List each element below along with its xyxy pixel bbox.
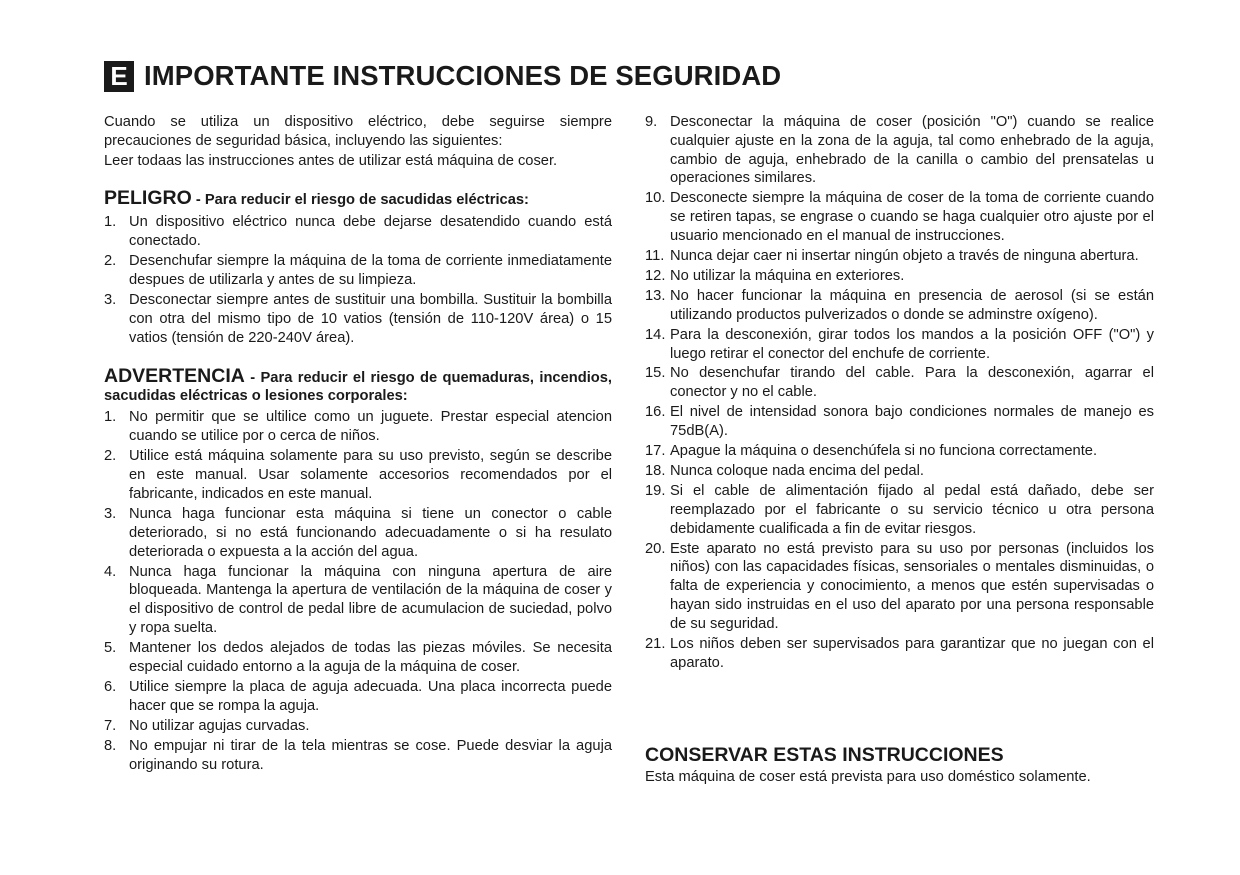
item-number: 15. — [645, 365, 666, 382]
advertencia-list — [104, 408, 612, 775]
intro — [104, 113, 612, 170]
list-item — [104, 213, 612, 251]
list-item — [104, 252, 612, 290]
language-badge: E — [104, 61, 134, 92]
item-number: 4. — [104, 563, 117, 580]
item-text: Mantener los dedos alejados de todas las piezas móviles. Se necesita especial cuidado entorno a la aguja de la máquina de coser. — [129, 640, 612, 676]
item-number: 14. — [645, 326, 666, 343]
item-text: El nivel de intensidad sonora bajo condiciones normales de manejo es 75dB(A). — [670, 404, 1154, 440]
item-text: Este aparato no está previsto para su uso por personas (incluidos los niños) con las capacidades físicas, sensoriales o mentales disminuidas, o falta de experiencia y conocimiento, a menos que estén supervisadas o hayan sido instruidas en el uso del aparato por una persona responsable de su seguridad. — [670, 540, 1154, 632]
item-number: 19. — [645, 483, 666, 500]
advertencia-subtitle: - Para reducir el riesgo de quemaduras, incendios, sacudidas eléctricas o lesiones corporales: — [104, 369, 612, 405]
item-text: Desconecte siempre la máquina de coser de la toma de corriente cuando se retiren tapas, se engrase o cuando se haga cualquier otro ajuste por el usuario mencionado en el manual de instrucciones. — [670, 190, 1154, 244]
item-text: Nunca coloque nada encima del pedal. — [670, 463, 924, 480]
item-text: Un dispositivo eléctrico nunca debe dejarse desatendido cuando está conectado. — [129, 214, 612, 249]
list-item — [104, 408, 612, 446]
item-number: 9. — [645, 114, 658, 130]
list-item — [645, 635, 1154, 673]
item-number: 20. — [645, 540, 666, 557]
item-text: Utilice siempre la placa de aguja adecuada. Una placa incorrecta puede hacer que se rompa la aguja. — [129, 679, 612, 715]
item-number: 12. — [645, 267, 666, 284]
item-text: No utilizar la máquina en exteriores. — [670, 267, 905, 284]
list-item — [104, 447, 612, 503]
list-item — [645, 267, 1154, 286]
list-item — [104, 678, 612, 716]
list-item — [104, 563, 612, 638]
item-text: Desconectar siempre antes de sustituir una bombilla. Sustituir la bombilla con otra del mismo tipo de 10 vatios (tensión de 110-120V área) o 15 vatios (tensión de 220-240V área). — [129, 292, 612, 346]
list-item — [104, 291, 612, 347]
list-item — [645, 189, 1154, 245]
list-item — [645, 247, 1154, 266]
item-text: Apague la máquina o desenchúfela si no funciona correctamente. — [670, 443, 1098, 460]
item-number: 8. — [104, 738, 117, 755]
item-text: Desenchufar siempre la máquina de la toma de corriente inmediatamente despues de utilizarla y antes de su limpieza. — [129, 253, 612, 288]
item-text: Nunca haga funcionar esta máquina si tiene un conector o cable deteriorado, si no está funcionando adecuadamente o si ha resulato deteriorada o expuesta a la acción del agua. — [129, 505, 612, 560]
advertencia-title: ADVERTENCIA — [104, 364, 245, 387]
item-number: 6. — [104, 679, 117, 696]
list-item — [645, 482, 1154, 538]
conservar-text: Esta máquina de coser está prevista para uso doméstico solamente. — [645, 769, 1091, 785]
item-text: No desenchufar tirando del cable. Para la desconexión, agarrar el conector y no el cable. — [670, 365, 1154, 401]
item-text: No hacer funcionar la máquina en presencia de aerosol (si se están utilizando productos pulverizados o donde se adminstre oxígeno). — [670, 287, 1154, 323]
intro-paragraph-2: Leer todaas las instrucciones antes de utilizar está máquina de coser. — [104, 152, 558, 169]
list-item — [645, 287, 1154, 325]
item-text: No utilizar agujas curvadas. — [129, 718, 310, 735]
item-number: 1. — [104, 214, 117, 231]
peligro-subtitle: - Para reducir el riesgo de sacudidas eléctricas: — [191, 192, 529, 209]
item-number: 21. — [645, 635, 666, 652]
intro-paragraph: Cuando se utiliza un dispositivo eléctrico, debe seguirse siempre precauciones de seguridad básica, incluyendo las siguientes: — [104, 114, 612, 149]
item-text: Si el cable de alimentación fijado al pedal está dañado, debe ser reemplazado por el fabricante o su servicio técnico u otra persona debidamente cualificada a fin de evitar riesgos. — [670, 483, 1154, 537]
item-number: 10. — [645, 190, 666, 207]
list-item — [645, 540, 1154, 634]
list-item — [104, 717, 612, 736]
item-number: 1. — [104, 409, 117, 426]
item-number: 3. — [104, 505, 117, 522]
item-number: 16. — [645, 404, 666, 421]
item-text: Utilice está máquina solamente para su uso previsto, según se describe en este manual. Usar solamente accesorios recomendados por el fabricante, indicados en este manual. — [129, 448, 612, 502]
item-number: 5. — [104, 640, 117, 657]
item-number: 17. — [645, 443, 666, 460]
conservar-heading: CONSERVAR ESTAS INSTRUCCIONES — [645, 744, 1004, 766]
list-item — [645, 113, 1154, 188]
item-number: 2. — [104, 448, 117, 465]
advertencia-heading — [104, 364, 612, 407]
item-text: Para la desconexión, girar todos los mandos a la posición OFF ("O") y luego retirar el conector del enchufe de corriente. — [670, 326, 1154, 362]
peligro-heading — [104, 189, 612, 210]
list-item — [645, 326, 1154, 364]
list-item — [645, 403, 1154, 441]
item-number: 13. — [645, 287, 666, 304]
left-column — [104, 113, 612, 776]
list-item — [104, 737, 612, 775]
list-item — [104, 639, 612, 677]
advertencia-list-continued — [645, 113, 1154, 672]
item-text: Los niños deben ser supervisados para garantizar que no juegan con el aparato. — [670, 635, 1154, 671]
list-item — [645, 462, 1154, 481]
item-text: No empujar ni tirar de la tela mientras se cose. Puede desviar la aguja originando su rotura. — [129, 738, 612, 774]
item-number: 2. — [104, 253, 117, 270]
right-column — [645, 113, 1154, 674]
list-item — [104, 505, 612, 561]
item-number: 11. — [645, 247, 665, 264]
list-item — [645, 364, 1154, 402]
page-title — [104, 58, 781, 94]
item-number: 3. — [104, 292, 117, 309]
peligro-list — [104, 213, 612, 347]
item-text: Nunca haga funcionar la máquina con ninguna apertura de aire bloqueada. Mantenga la apertura de ventilación de la máquina de coser y el dispositivo de control de pedal libre de acumulacion de suciedad, polvo y ropa suelta. — [129, 563, 612, 637]
item-text: No permitir que se ultilice como un juguete. Prestar especial atencion cuando se utilice por o cerca de niños. — [129, 409, 612, 444]
peligro-title: PELIGRO — [104, 187, 192, 210]
title-text: IMPORTANTE INSTRUCCIONES DE SEGURIDAD — [144, 60, 782, 91]
item-number: 7. — [104, 718, 117, 735]
conservar-section — [645, 743, 1165, 786]
item-number: 18. — [645, 463, 666, 480]
item-text: Desconectar la máquina de coser (posición "O") cuando se realice cualquier ajuste en la zona de la aguja, tal como enhebrado de la aguja, cambio de aguja, enhebrado de la canilla o cambio del prensatelas u operaciones similares. — [670, 114, 1154, 187]
item-text: Nunca dejar caer ni insertar ningún objeto a través de ninguna abertura. — [670, 247, 1139, 264]
list-item — [645, 442, 1154, 461]
